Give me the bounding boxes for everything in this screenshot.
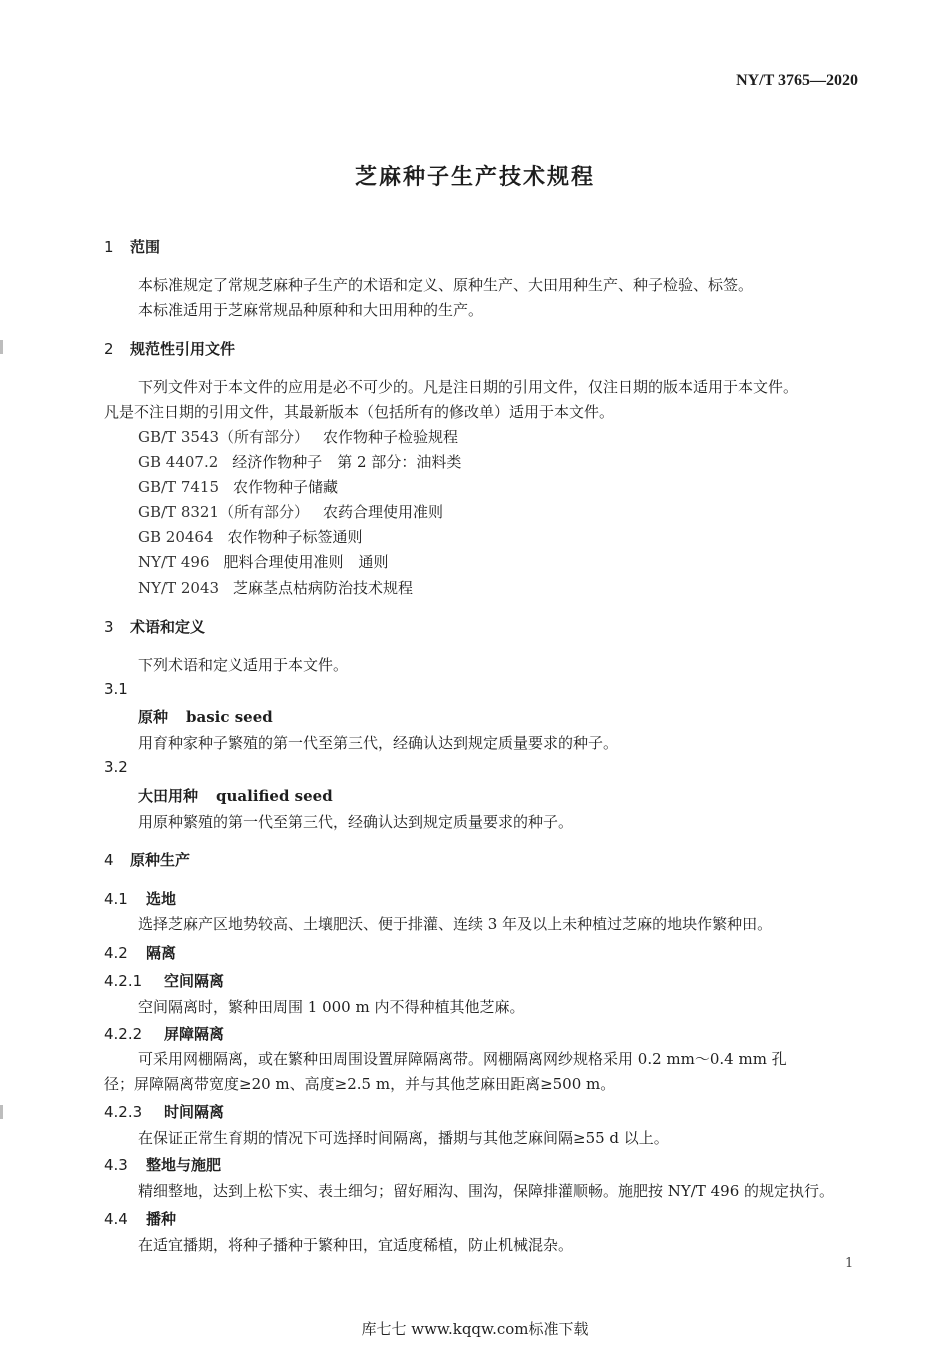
paragraph: 在保证正常生育期的情况下可选择时间隔离，播期与其他芝麻间隔≥55 d 以上。 [138, 1129, 669, 1147]
paragraph: 空间隔离时，繁种田周围 1 000 m 内不得种植其他芝麻。 [138, 998, 525, 1016]
section-number: 4 [104, 851, 114, 869]
subsection-number: 4.2.3 [104, 1103, 143, 1121]
reference-title: 农作物种子标签通则 [227, 528, 363, 546]
section-title: 范围 [130, 238, 161, 256]
reference-code: GB/T 3543（所有部分） [138, 428, 310, 446]
paragraph-continuation: 径；屏障隔离带宽度≥20 m、高度≥2.5 m，并与其他芝麻田距离≥500 m。 [104, 1075, 616, 1093]
reference-code: GB/T 8321（所有部分） [138, 503, 310, 521]
section-title: 术语和定义 [130, 618, 206, 636]
section-number: 2 [104, 340, 114, 358]
subsection-heading-4-2 [104, 942, 176, 963]
term-cn: 大田用种 [138, 787, 199, 805]
section-number: 3 [104, 618, 114, 636]
subsection-heading-4-1 [104, 888, 176, 909]
subsection-title: 选地 [146, 890, 177, 908]
subsection-title: 屏障隔离 [164, 1025, 225, 1043]
term-definition: 用育种家种子繁殖的第一代至第三代，经确认达到规定质量要求的种子。 [138, 734, 619, 752]
subsection-number: 4.2 [104, 944, 128, 962]
section-number: 1 [104, 238, 114, 256]
scan-edge-mark [0, 340, 3, 354]
reference-item [138, 577, 413, 598]
paragraph: 选择芝麻产区地势较高、土壤肥沃、便于排灌、连续 3 年及以上未种植过芝麻的地块作繁种田。 [138, 915, 773, 933]
paragraph: 下列文件对于本文件的应用是必不可少的。凡是注日期的引用文件，仅注日期的版本适用于本文件。 [138, 378, 799, 396]
section-heading-2 [104, 338, 235, 359]
reference-item [138, 426, 458, 447]
paragraph: 精细整地，达到上松下实、表土细匀；留好厢沟、围沟，保障排灌顺畅。施肥按 NY/T 496 的规定执行。 [138, 1182, 835, 1200]
term-cn: 原种 [138, 708, 169, 726]
subsection-heading-4-3 [104, 1154, 221, 1175]
reference-title: 农作物种子检验规程 [323, 428, 459, 446]
reference-item [138, 551, 389, 572]
reference-item [138, 476, 338, 497]
section-heading-3 [104, 616, 205, 637]
subsection-title: 隔离 [146, 944, 177, 962]
scan-edge-mark [0, 1105, 3, 1119]
section-title: 规范性引用文件 [130, 340, 236, 358]
document-title: 芝麻种子生产技术规程 [354, 164, 595, 190]
section-heading-4 [104, 849, 190, 870]
term-en: qualified seed [216, 787, 333, 805]
reference-code: GB/T 7415 [138, 478, 220, 496]
subsection-title: 整地与施肥 [146, 1156, 222, 1174]
paragraph: 可采用网棚隔离，或在繁种田周围设置屏障隔离带。网棚隔离网纱规格采用 0.2 mm～0.4 mm 孔 [138, 1050, 787, 1068]
reference-code: GB 4407.2 [138, 453, 219, 471]
subsection-number: 4.3 [104, 1156, 128, 1174]
subsection-number: 4.4 [104, 1210, 128, 1228]
subsection-number: 4.2.1 [104, 972, 143, 990]
reference-item [138, 501, 443, 522]
subsection-heading-4-4 [104, 1208, 176, 1229]
subsection-number: 4.2.2 [104, 1025, 143, 1043]
subsection-title: 时间隔离 [164, 1103, 225, 1121]
subsection-title: 播种 [146, 1210, 177, 1228]
subsection-number: 4.1 [104, 890, 128, 908]
page-number: 1 [845, 1256, 854, 1271]
reference-item [138, 526, 363, 547]
section-title: 原种生产 [130, 851, 191, 869]
standard-code: NY/T 3765—2020 [736, 72, 858, 89]
paragraph-continuation: 凡是不注日期的引用文件，其最新版本（包括所有的修改单）适用于本文件。 [104, 403, 615, 421]
reference-title: 芝麻茎点枯病防治技术规程 [233, 579, 414, 597]
reference-title: 肥料合理使用准则 通则 [223, 553, 389, 571]
term-en: basic seed [186, 708, 273, 726]
term-heading [138, 785, 333, 806]
subsection-heading-4-2-2 [104, 1023, 224, 1044]
paragraph: 本标准适用于芝麻常规品种原种和大田用种的生产。 [138, 301, 484, 319]
term-definition: 用原种繁殖的第一代至第三代，经确认达到规定质量要求的种子。 [138, 813, 574, 831]
paragraph: 在适宜播期，将种子播种于繁种田，宜适度稀植，防止机械混杂。 [138, 1236, 574, 1254]
download-footer: 库七七 www.kqqw.com标准下载 [361, 1320, 589, 1338]
term-number: 3.1 [104, 680, 128, 698]
section-heading-1 [104, 236, 160, 257]
subsection-title: 空间隔离 [164, 972, 225, 990]
reference-title: 农作物种子储藏 [233, 478, 339, 496]
paragraph: 下列术语和定义适用于本文件。 [138, 656, 349, 674]
reference-code: NY/T 496 [138, 553, 210, 571]
reference-title: 经济作物种子 第 2 部分：油料类 [232, 453, 462, 471]
term-heading [138, 706, 273, 727]
paragraph: 本标准规定了常规芝麻种子生产的术语和定义、原种生产、大田用种生产、种子检验、标签。 [138, 276, 754, 294]
term-number: 3.2 [104, 758, 128, 776]
reference-code: NY/T 2043 [138, 579, 220, 597]
reference-code: GB 20464 [138, 528, 214, 546]
reference-item [138, 451, 461, 472]
subsection-heading-4-2-3 [104, 1101, 224, 1122]
reference-title: 农药合理使用准则 [323, 503, 444, 521]
subsection-heading-4-2-1 [104, 970, 224, 991]
